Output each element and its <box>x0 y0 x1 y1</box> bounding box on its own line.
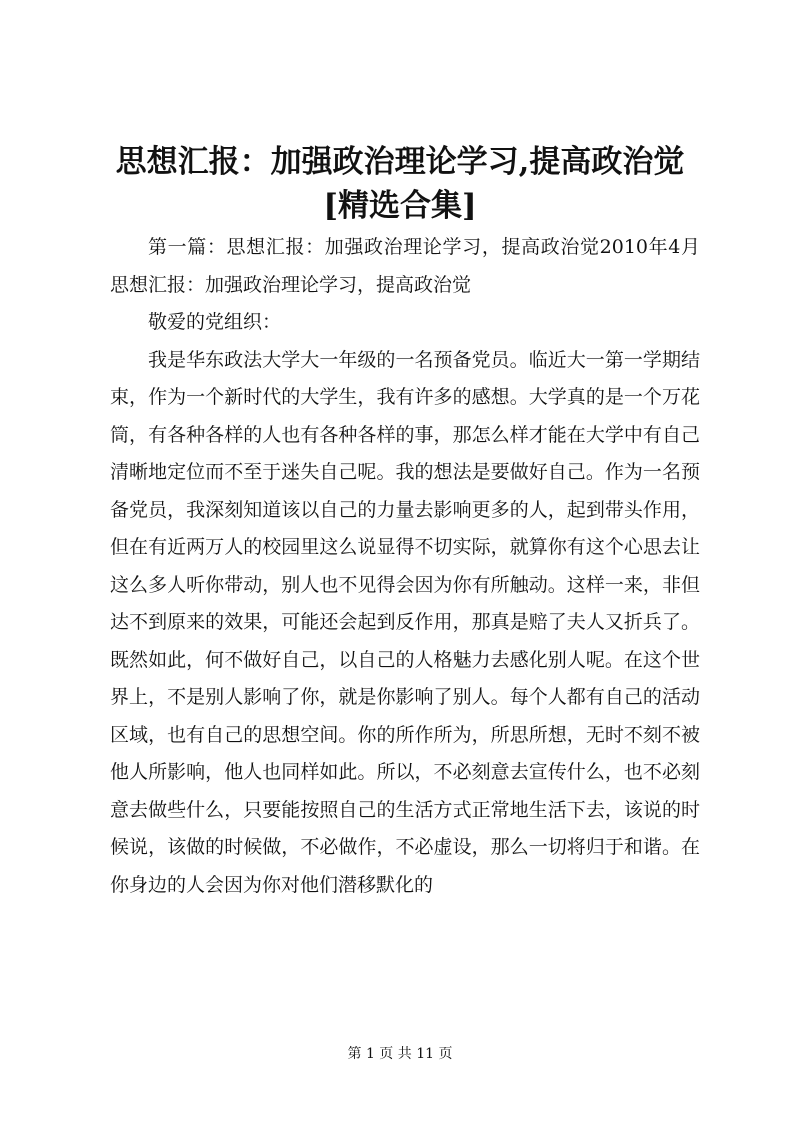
paragraph-salutation: 敬爱的党组织： <box>148 311 282 333</box>
paragraph-main: 我是华东政法大学大一年级的一名预备党员。临近大一第一学期结束，作为一个新时代的大学生，我有许多的感想。大学真的是一个万花筒，有各种各样的人也有各种各样的事，那怎么样才能在大学中有自己清晰地定位而不至于迷失自己呢。我的想法是要做好自己。作为一名预备党员，我深刻知道该以自己的力量去影响更多的人，起到带头作用，但在有近两万人的校园里这么说显得不切实际，就算你有这个心思去让这么多人听你带动，别人也不见得会因为你有所触动。这样一来，非但达不到原来的效果，可能还会起到反作用，那真是赔了夫人又折兵了。既然如此，何不做好自己，以自己的人格魅力去感化别人呢。在这个世界上，不是别人影响了你，就是你影响了别人。每个人都有自己的活动区域，也有自己的思想空间。你的所作所为，所思所想，无时不刻不被他人所影响，他人也同样如此。所以，不必刻意去宣传什么，也不必刻意去做些什么，只要能按照自己的生活方式正常地生活下去，该说的时候说，该做的时候做，不必做作，不必虚设，那么一切将归于和谐。在你身边的人会因为你对他们潜移默化的 <box>110 348 700 896</box>
paragraph-intro: 第一篇：思想汇报：加强政治理论学习，提高政治觉2010年4月思想汇报：加强政治理论学习，提高政治觉 <box>110 236 700 296</box>
page-footer: 第 1 页 共 11 页 <box>347 1046 453 1062</box>
document-title: 思想汇报：加强政治理论学习,提高政治觉[精选合集] <box>115 144 685 224</box>
document-body <box>110 229 700 904</box>
